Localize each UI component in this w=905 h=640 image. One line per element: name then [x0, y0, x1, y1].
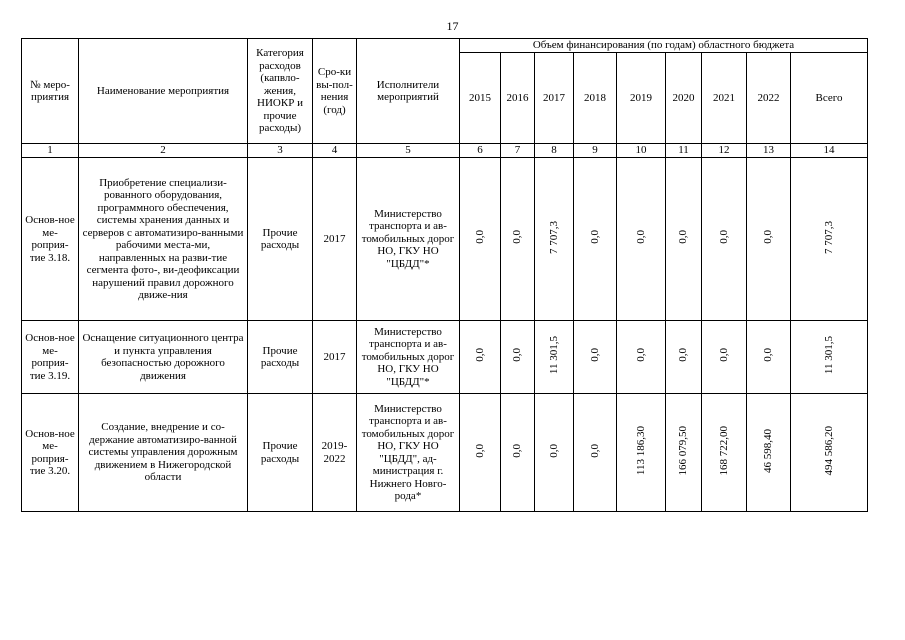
value-2017: 11 301,5 — [547, 336, 560, 375]
header-year: 2018 — [574, 53, 617, 144]
column-number: 12 — [702, 144, 747, 158]
row-name: Оснащение ситуационного центра и пункта управления безопасностью дорожного движения — [79, 321, 248, 394]
value-2018: 0,0 — [588, 348, 601, 363]
header-year: 2020 — [666, 53, 702, 144]
header-year: 2019 — [617, 53, 666, 144]
page-number: 17 — [446, 19, 459, 33]
row-number: Основ-ное ме-роприя-тие 3.19. — [22, 321, 79, 394]
value-2021: 168 722,00 — [717, 426, 730, 476]
row-executors: Министерство транспорта и ав-томобильных дорог НО, ГКУ НО "ЦБДД", ад-министрация г. Нижнего Новго-рода* — [357, 394, 460, 512]
value-total: 7 707,3 — [822, 220, 835, 254]
value-total: 11 301,5 — [822, 336, 835, 375]
column-number: 4 — [313, 144, 357, 158]
row-number: Основ-ное ме-роприя-тие 3.18. — [22, 158, 79, 321]
value-2019: 0,0 — [634, 348, 647, 363]
value-total: 494 586,20 — [822, 426, 835, 476]
header-year: 2017 — [535, 53, 574, 144]
value-2020: 0,0 — [677, 348, 690, 363]
column-number: 9 — [574, 144, 617, 158]
header-name: Наименование мероприятия — [79, 39, 248, 144]
header-term: Сро-ки вы-пол-нения (год) — [313, 39, 357, 144]
column-number: 11 — [666, 144, 702, 158]
column-number: 14 — [791, 144, 868, 158]
column-number: 3 — [248, 144, 313, 158]
header-executors: Исполнители мероприятий — [357, 39, 460, 144]
value-2022: 0,0 — [762, 348, 775, 363]
row-name: Создание, внедрение и со-держание автоматизиро-ванной системы управления дорожным движением в Нижегородской области — [79, 394, 248, 512]
value-2019: 0,0 — [634, 230, 647, 245]
value-2015: 0,0 — [473, 443, 486, 458]
value-2019: 113 186,30 — [634, 426, 647, 476]
value-2022: 46 598,40 — [762, 428, 775, 473]
value-2021: 0,0 — [717, 348, 730, 363]
value-2016: 0,0 — [511, 443, 524, 458]
value-2017: 7 707,3 — [547, 220, 560, 254]
row-executors: Министерство транспорта и ав-томобильных дорог НО, ГКУ НО "ЦБДД"* — [357, 321, 460, 394]
table-row — [22, 321, 868, 394]
value-2017: 0,0 — [547, 443, 560, 458]
value-2022: 0,0 — [762, 230, 775, 245]
row-category: Прочие расходы — [248, 394, 313, 512]
header-financing: Объем финансирования (по годам) областного бюджета — [460, 39, 868, 53]
row-executors: Министерство транспорта и ав-томобильных дорог НО, ГКУ НО "ЦБДД"* — [357, 158, 460, 321]
column-number: 10 — [617, 144, 666, 158]
column-number: 6 — [460, 144, 501, 158]
column-number: 8 — [535, 144, 574, 158]
row-category: Прочие расходы — [248, 321, 313, 394]
value-2015: 0,0 — [473, 348, 486, 363]
header-year: 2022 — [747, 53, 791, 144]
row-name: Приобретение специализи-рованного оборудования, программного обеспечения, системы хранения данных и серверов с автоматизиро-ванными рабочими места-ми, направленных на разви-тие сегмента фото-, ви-деофиксации нарушений правил дорожного движе-ния — [79, 158, 248, 321]
row-category: Прочие расходы — [248, 158, 313, 321]
column-number: 1 — [22, 144, 79, 158]
column-number: 5 — [357, 144, 460, 158]
financing-table — [21, 38, 868, 512]
header-year: 2015 — [460, 53, 501, 144]
header-category: Категория расходов (капвло-жения, НИОКР и прочие расходы) — [248, 39, 313, 144]
value-2016: 0,0 — [511, 348, 524, 363]
row-number: Основ-ное ме-роприя-тие 3.20. — [22, 394, 79, 512]
value-2020: 0,0 — [677, 230, 690, 245]
value-2021: 0,0 — [717, 230, 730, 245]
header-year: 2021 — [702, 53, 747, 144]
header-year: 2016 — [501, 53, 535, 144]
value-2018: 0,0 — [588, 230, 601, 245]
column-number: 7 — [501, 144, 535, 158]
value-2018: 0,0 — [588, 443, 601, 458]
column-number: 13 — [747, 144, 791, 158]
value-2015: 0,0 — [473, 230, 486, 245]
value-2016: 0,0 — [511, 230, 524, 245]
header-total: Всего — [791, 53, 868, 144]
row-term: 2017 — [313, 321, 357, 394]
column-number-row — [22, 144, 868, 158]
table-row — [22, 158, 868, 321]
row-term: 2019-2022 — [313, 394, 357, 512]
header-num: № меро-приятия — [22, 39, 79, 144]
column-number: 2 — [79, 144, 248, 158]
table-row — [22, 394, 868, 512]
value-2020: 166 079,50 — [677, 426, 690, 476]
row-term: 2017 — [313, 158, 357, 321]
